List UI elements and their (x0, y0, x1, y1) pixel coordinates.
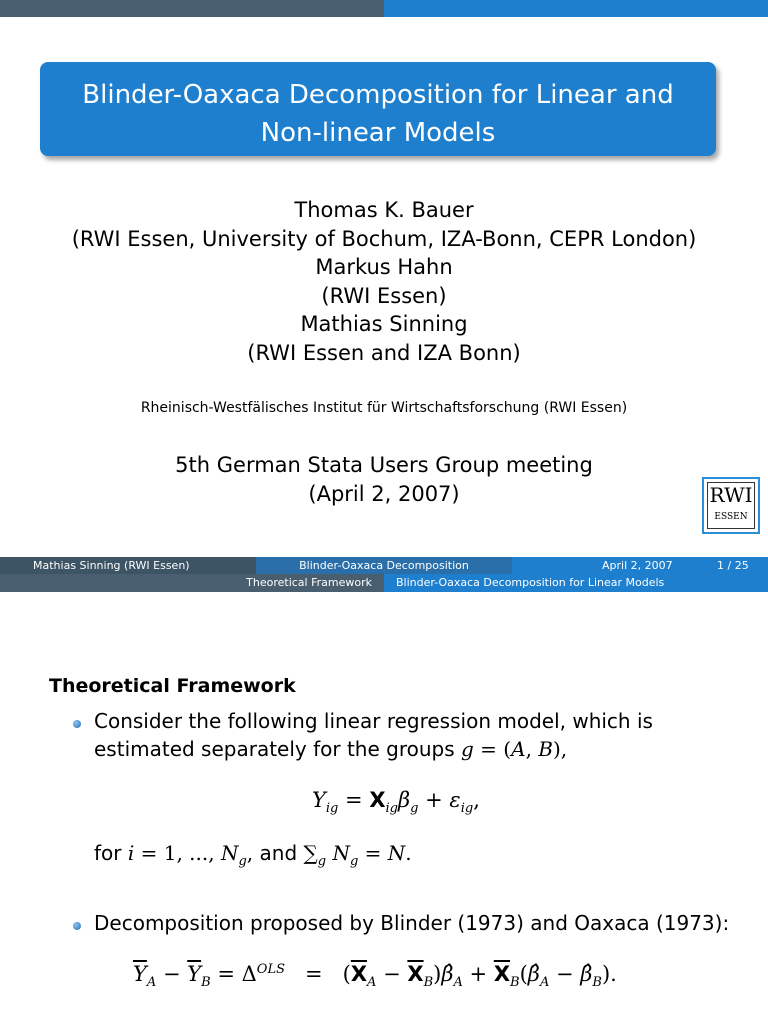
footer-title-segment (256, 557, 512, 574)
top-bar (0, 0, 768, 17)
section-heading: Theoretical Framework (49, 675, 296, 697)
footer-page-number: 1 / 25 (717, 559, 749, 572)
nav-section[interactable]: Theoretical Framework (246, 576, 372, 589)
nav-subsection-segment[interactable] (384, 574, 768, 592)
for-text: for (94, 841, 122, 865)
title-box (40, 62, 716, 156)
bullet-icon (73, 720, 81, 728)
author-name: Thomas K. Bauer (294, 198, 474, 222)
top-bar-right (384, 0, 768, 17)
nav-section-segment[interactable] (0, 574, 384, 592)
nav-subsection[interactable]: Blinder-Oaxaca Decomposition for Linear Models (396, 576, 665, 589)
author-name: Markus Hahn (315, 255, 453, 279)
meeting-line-1: 5th German Stata Users Group meeting (175, 453, 593, 477)
author-list (0, 196, 768, 367)
footer-date-segment (512, 557, 768, 574)
title-line-1: Blinder-Oaxaca Decomposition for Linear and (82, 80, 674, 110)
meeting-line-2: (April 2, 2007) (308, 482, 460, 506)
bullet-1-text: estimated separately for the groups (94, 737, 455, 761)
groups-formula: g = (A, B), (461, 737, 568, 761)
footer-date: April 2, 2007 (602, 559, 673, 572)
bullet-2-text: Decomposition proposed by Blinder (1973) and Oaxaca (1973): (94, 911, 730, 935)
top-bar-left (0, 0, 384, 17)
decomposition-equation: $\overline{Y}_A - \overline{Y}_B = \Delta^{OLS} = (\overline{X}_A$ − $\overline{X}_B)\betâ_A$ + $\overline{X}_B(\betâ_A$ − $\betâ_B$). (133, 962, 617, 991)
and-text: and (259, 841, 298, 865)
bullet-icon (73, 922, 81, 930)
index-definition: for i = 1, ..., $N_g$, and $\sum_g$ $N_g = N$. (94, 841, 412, 869)
author-name: Mathias Sinning (300, 312, 468, 336)
author-affiliation: (RWI Essen, University of Bochum, IZA-Bonn, CEPR London) (71, 226, 697, 251)
bullet-1-line-2 (94, 736, 567, 763)
bullet-1-line-1: Consider the following linear regression model, which is (94, 709, 653, 733)
title-line-2: Non-linear Models (260, 118, 496, 148)
slide-footer (0, 557, 768, 574)
navigation-bar (0, 574, 768, 592)
institute: Rheinisch-Westfälisches Institut für Wirtschaftsforschung (RWI Essen) (140, 400, 628, 416)
logo-sub-text: ESSEN (714, 512, 748, 522)
footer-author: Mathias Sinning (RWI Essen) (33, 559, 190, 572)
author-affiliation: (RWI Essen) (321, 283, 447, 308)
footer-title: Blinder-Oaxaca Decomposition (299, 559, 469, 572)
rwi-logo (702, 477, 760, 534)
regression-equation: $Y_{ig} = X_{ig}\beta_g + \varepsilon_{ig}$, (312, 788, 480, 817)
logo-main-text: RWI (709, 483, 753, 507)
footer-author-segment (0, 557, 256, 574)
author-affiliation: (RWI Essen and IZA Bonn) (247, 340, 521, 365)
